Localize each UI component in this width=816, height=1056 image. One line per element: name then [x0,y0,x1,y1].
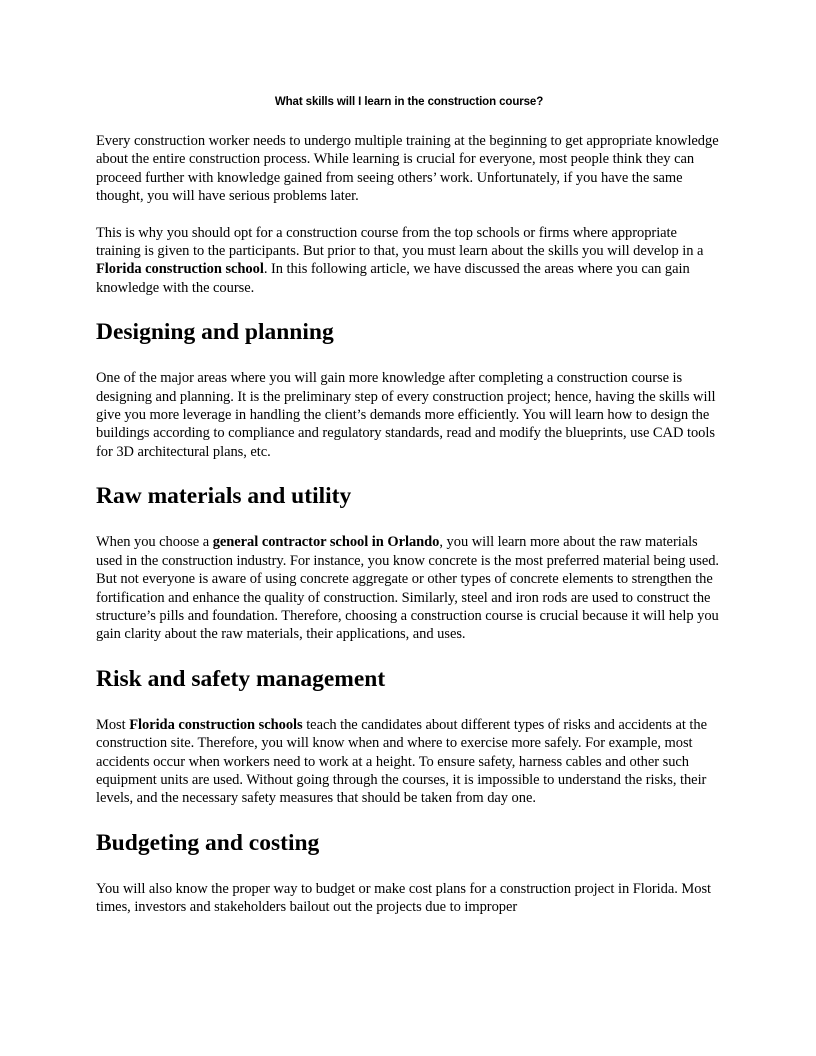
section-paragraph-risk-safety-text-end: teach the candidates about different types of risks and accidents at the construction site. Therefore, you will know when and where to exercise more safely. For example, most accidents occur when workers need to work at a height. To ensure safety, harness cables and other such equipment units are used. Without going through the courses, it is impossible to understand the risks, their levels, and the necessary safety measures that should be taken from day one. [96,716,707,807]
section-paragraph-designing-text: One of the major areas where you will gain more knowledge after completing a construction course is designing and planning. It is the preliminary step of every construction project; hence, having the skills will give you more leverage in handling the client’s demands more efficiently. You will learn how to design the buildings according to compliance and regulatory standards, read and modify the blueprints, use CAD tools for 3D architectural plans, etc. [96,370,716,460]
document-body [96,94,722,917]
section-paragraph-designing [96,369,722,461]
intro-paragraph-1 [96,132,722,206]
section-heading-budgeting: Budgeting and costing [96,829,320,856]
section-paragraph-raw-materials [96,533,722,643]
intro-paragraph-2-text-start: This is why you should opt for a construction course from the top schools or firms where appropriate training is given to the participants. But prior to that, you must learn about the skills you will develop in a [96,224,704,260]
section-paragraph-budgeting [96,880,722,917]
section-heading-risk-safety: Risk and safety management [96,665,386,692]
intro-paragraph-2-text-end: . In this following article, we have discussed the areas where you can gain knowledge with the course. [96,261,690,296]
section-paragraph-risk-safety-text-start: Most [96,716,130,733]
document-title: What skills will I learn in the construction course? [274,96,544,108]
intro-paragraph-2-bold-term: Florida construction school [96,261,264,278]
section-paragraph-risk-safety [96,716,722,808]
section-heading-raw-materials: Raw materials and utility [96,483,352,510]
section-paragraph-raw-materials-bold-term: general contractor school in Orlando [212,534,440,551]
section-paragraph-raw-materials-text-end: , you will learn more about the raw materials used in the construction industry. For instance, you know concrete is the most preferred material being used. But not everyone is aware of using concrete aggregate or other types of concrete elements to strengthen the fortification and enhance the quality of construction. Similarly, steel and iron rods are used to construct the structure’s pills and foundation. Therefore, choosing a construction course is crucial because it will help you gain clarity about the raw materials, their applications, and uses. [96,534,719,643]
section-heading-designing: Designing and planning [96,319,334,346]
intro-paragraph-1-text: Every construction worker needs to undergo multiple training at the beginning to get appropriate knowledge about the entire construction process. While learning is crucial for everyone, most people think they can proceed further with knowledge gained from seeing others’ work. Unfortunately, if you have the same thought, you will have serious problems later. [96,133,719,205]
section-paragraph-risk-safety-bold-term: Florida construction schools [129,716,303,733]
section-paragraph-budgeting-text: You will also know the proper way to budget or make cost plans for a construction project in Florida. Most times, investors and stakeholders bailout out the projects due to improper [96,880,712,916]
section-paragraph-raw-materials-text-start: When you choose a [96,534,213,551]
intro-paragraph-2 [96,224,722,298]
